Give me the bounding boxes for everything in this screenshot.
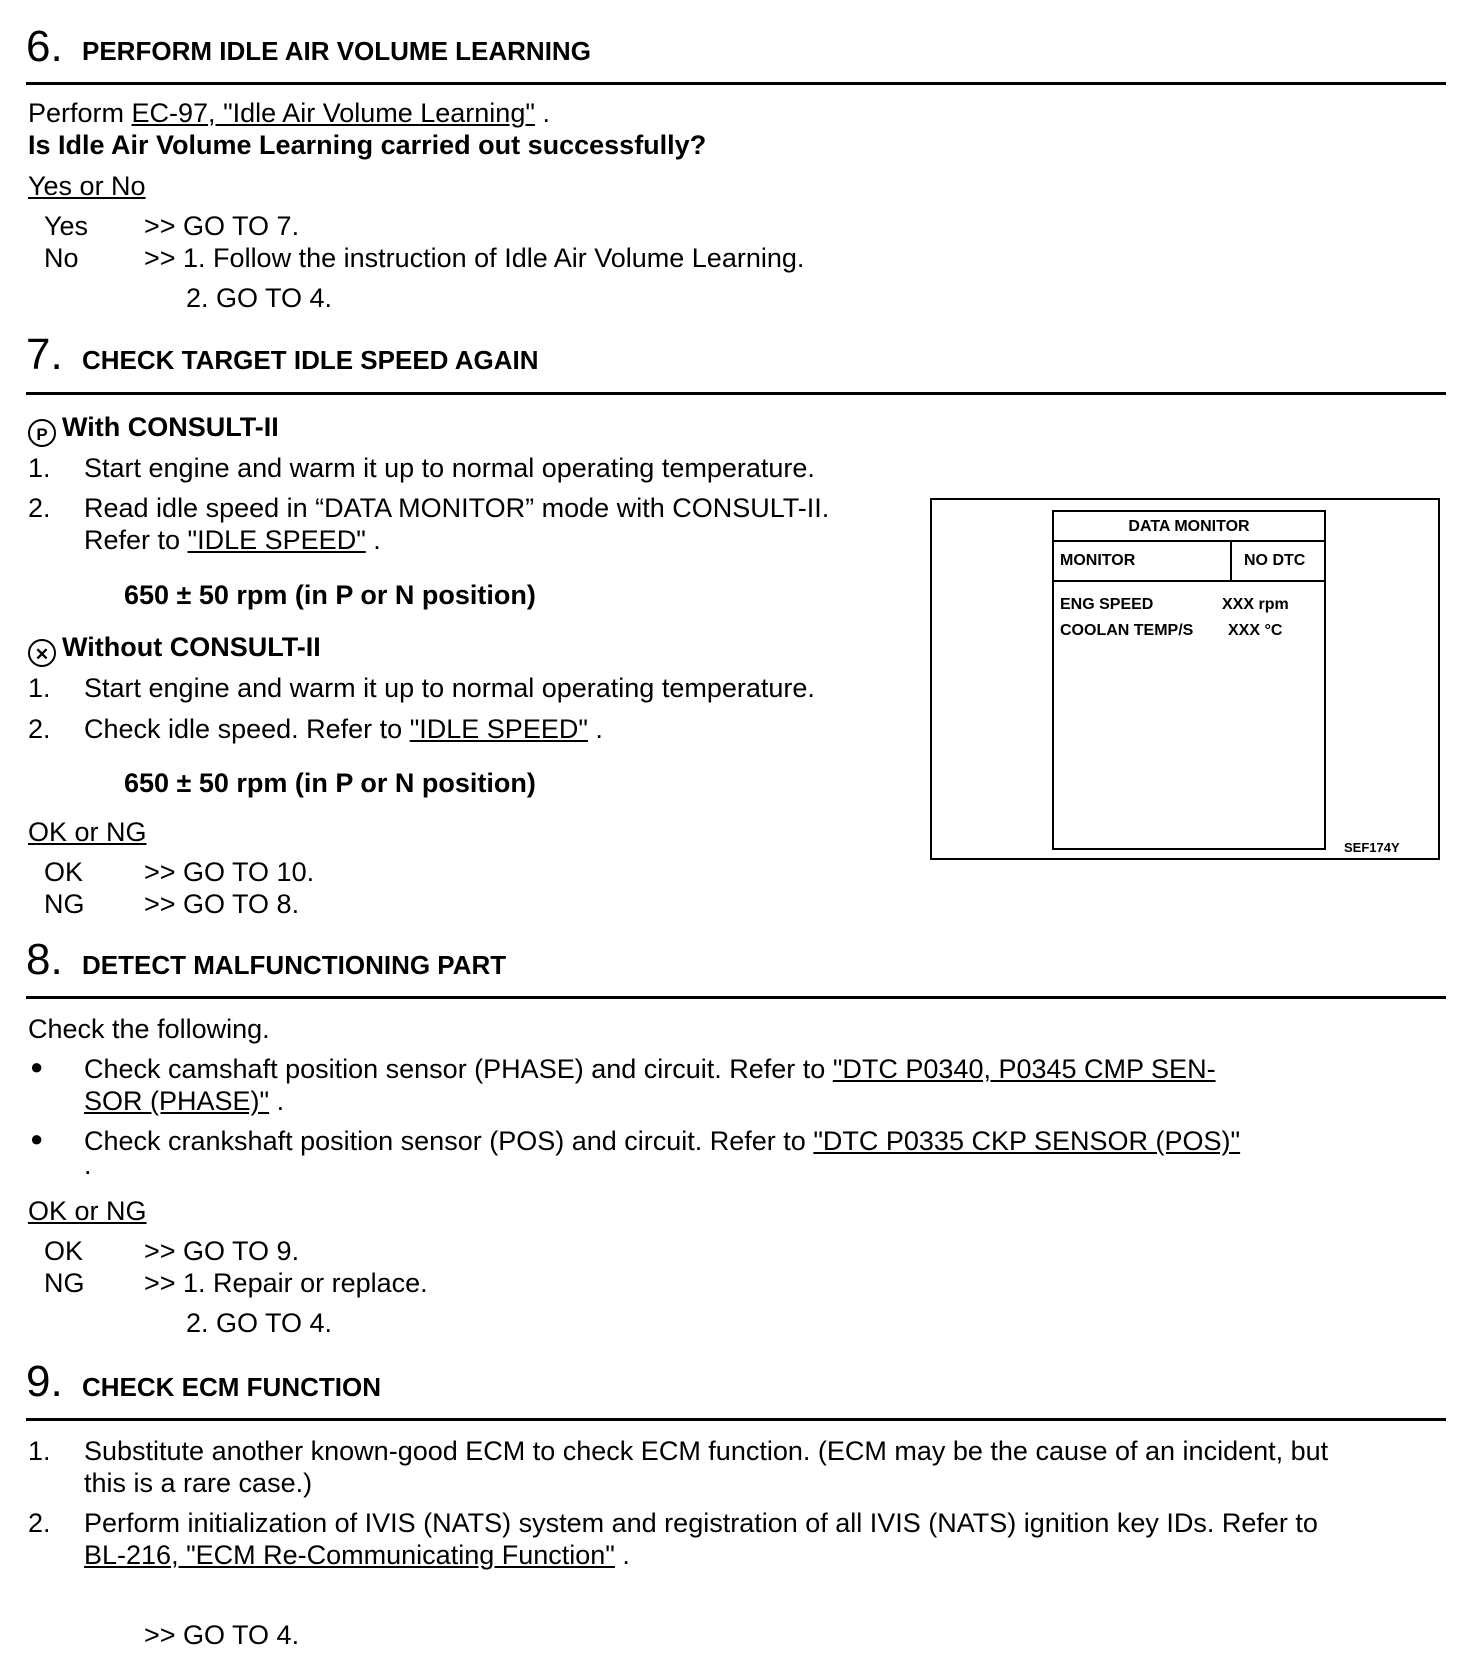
data-monitor-row2-name: COOLAN TEMP/S (1060, 622, 1194, 639)
s8-b2-suffix: . (84, 1150, 92, 1180)
s6-question: Is Idle Air Volume Learning carried out successfully? (28, 130, 707, 160)
s6-yes-action: >> GO TO 7. (144, 211, 300, 241)
s9-step1-num: 1. (28, 1436, 51, 1466)
s9-step1-line1: Substitute another known-good ECM to check ECM function. (ECM may be the cause of an incident, but (84, 1436, 1329, 1466)
s7-ng-action: >> GO TO 8. (144, 889, 300, 919)
data-monitor-row1-name: ENG SPEED (1060, 596, 1154, 613)
s8-ng-label: NG (44, 1268, 85, 1298)
s6-no-action: >> 1. Follow the instruction of Idle Air Volume Learning. (144, 243, 805, 273)
s9-step2-num: 2. (28, 1508, 51, 1538)
data-monitor-column-row (1054, 542, 1324, 582)
data-monitor-header: DATA MONITOR (1054, 512, 1324, 542)
section-9-number: 9. (26, 1357, 63, 1406)
s8-bullet-2 (84, 1126, 1240, 1157)
section-8-title: DETECT MALFUNCTIONING PART (82, 950, 507, 980)
s7-w-refer-prefix: Refer to (84, 525, 188, 555)
data-monitor-col-monitor: MONITOR (1060, 552, 1136, 569)
section-7-rule (26, 392, 1446, 395)
s7-wo-step2-prefix: Check idle speed. Refer to (84, 714, 410, 744)
s6-no-label: No (44, 243, 79, 273)
s8-b1-prefix: Check camshaft position sensor (PHASE) and circuit. Refer to (84, 1054, 833, 1084)
s8-ok-label: OK (44, 1236, 84, 1266)
no-consult-icon: ✕ (28, 639, 56, 667)
s8-bullet-1 (84, 1054, 1216, 1085)
s7-without-consult (28, 632, 321, 667)
link-dtc-p0340-cmp-sensor[interactable]: "DTC P0340, P0345 CMP SEN- (832, 1054, 1216, 1084)
s7-w-step2-num: 2. (28, 493, 51, 523)
link-idle-speed-2[interactable]: "IDLE SPEED" (409, 714, 588, 744)
section-9-rule (26, 1418, 1446, 1421)
link-dtc-p0335-ckp-sensor[interactable]: "DTC P0335 CKP SENSOR (POS)" (813, 1126, 1241, 1156)
s8-bullet-1-cont (84, 1086, 284, 1117)
column-divider (1230, 542, 1232, 580)
s9-step2-line1: Perform initialization of IVIS (NATS) system and registration of all IVIS (NATS) ignition key IDs. Refer to (84, 1508, 1318, 1538)
s7-wo-step1: Start engine and warm it up to normal operating temperature. (84, 673, 815, 703)
section-8-rule (26, 996, 1446, 999)
s7-w-step1-num: 1. (28, 453, 51, 483)
s7-without-label: Without CONSULT-II (62, 632, 321, 662)
link-ecm-re-communicating[interactable]: BL-216, "ECM Re-Communicating Function" (84, 1540, 615, 1570)
s7-ok-action: >> GO TO 10. (144, 857, 315, 887)
s9-step2-suffix: . (614, 1540, 630, 1570)
s8-b1-suffix: . (269, 1086, 285, 1116)
s6-no-action-2: 2. GO TO 4. (186, 283, 333, 313)
section-8-number: 8. (26, 935, 63, 984)
s7-w-step1: Start engine and warm it up to normal operating temperature. (84, 453, 815, 483)
s6-perform-prefix: Perform (28, 98, 132, 128)
data-monitor-row2-value: XXX °C (1228, 622, 1283, 639)
s9-step2-line2 (84, 1540, 630, 1571)
s7-with-label: With CONSULT-II (62, 412, 279, 442)
s6-perform-line (28, 98, 550, 129)
s8-ok-action: >> GO TO 9. (144, 1236, 300, 1266)
section-6-rule (26, 82, 1446, 85)
section-6-title: PERFORM IDLE AIR VOLUME LEARNING (82, 36, 591, 66)
figure-code: SEF174Y (1344, 840, 1400, 855)
s7-w-step2-refer (84, 525, 381, 556)
link-idle-air-volume-learning[interactable]: EC-97, "Idle Air Volume Learning" (131, 98, 535, 128)
s9-final-action: >> GO TO 4. (144, 1620, 300, 1650)
s7-choice: OK or NG (28, 817, 147, 847)
data-monitor-col-no-dtc: NO DTC (1244, 552, 1306, 569)
section-6-number: 6. (26, 22, 63, 71)
s7-w-step2: Read idle speed in “DATA MONITOR” mode with CONSULT-II. (84, 493, 830, 523)
data-monitor-screen (1052, 510, 1326, 850)
link-idle-speed-1[interactable]: "IDLE SPEED" (187, 525, 366, 555)
s8-choice: OK or NG (28, 1196, 147, 1226)
s7-spec-1: 650 ± 50 rpm (in P or N position) (124, 580, 536, 610)
s8-ng-action: >> 1. Repair or replace. (144, 1268, 428, 1298)
s7-wo-step1-num: 1. (28, 673, 51, 703)
s8-ng-action-2: 2. GO TO 4. (186, 1308, 333, 1338)
s7-ok-label: OK (44, 857, 84, 887)
section-7-title: CHECK TARGET IDLE SPEED AGAIN (82, 345, 539, 375)
s7-spec-2: 650 ± 50 rpm (in P or N position) (124, 768, 536, 798)
consult-icon: P (28, 419, 56, 447)
section-7-number: 7. (26, 330, 63, 379)
s9-step1-line2: this is a rare case.) (84, 1468, 313, 1498)
s6-choice: Yes or No (28, 171, 146, 201)
section-9-title: CHECK ECM FUNCTION (82, 1372, 381, 1402)
s7-ng-label: NG (44, 889, 85, 919)
s8-bullet-1-dot: ● (30, 1054, 44, 1079)
s6-perform-suffix: . (534, 98, 550, 128)
s8-bullet-2-dot: ● (30, 1126, 44, 1151)
s7-wo-step2-num: 2. (28, 714, 51, 744)
s6-yes-label: Yes (44, 211, 89, 241)
s7-w-refer-suffix: . (365, 525, 381, 555)
link-dtc-p0340-cmp-sensor-cont[interactable]: SOR (PHASE)" (84, 1086, 270, 1116)
s7-wo-step2 (84, 714, 603, 745)
s7-wo-step2-suffix: . (587, 714, 603, 744)
s8-b2-prefix: Check crankshaft position sensor (POS) and circuit. Refer to (84, 1126, 814, 1156)
data-monitor-row1-value: XXX rpm (1222, 596, 1289, 613)
s7-with-consult (28, 412, 279, 447)
s8-intro: Check the following. (28, 1014, 270, 1044)
